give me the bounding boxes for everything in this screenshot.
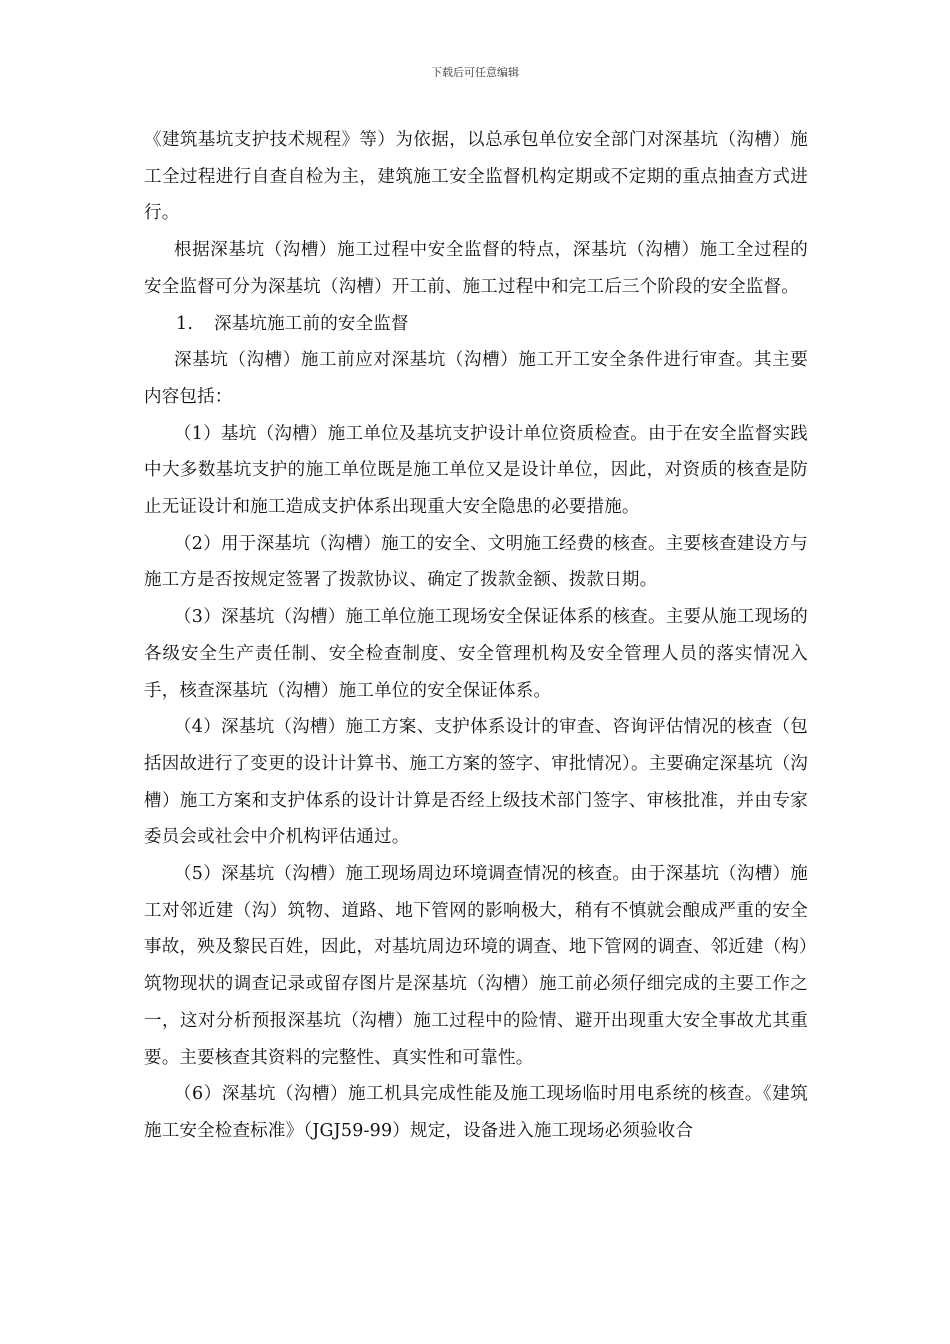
section-heading bbox=[144, 306, 808, 343]
section-number: 1. bbox=[176, 313, 194, 334]
paragraph-continuation: 《建筑基坑支护技术规程》等）为依据，以总承包单位安全部门对深基坑（沟槽）施工全过程进行自查自检为主，建筑施工安全监督机构定期或不定期的重点抽查方式进行。 bbox=[144, 130, 808, 224]
paragraph-item-1: （1）基坑（沟槽）施工单位及基坑支护设计单位资质检查。由于在安全监督实践中大多数基坑支护的施工单位既是施工单位又是设计单位，因此，对资质的核查是防止无证设计和施工造成支护体系出现重大安全隐患的必要措施。 bbox=[144, 423, 808, 518]
section-title: 深基坑施工前的安全监督 bbox=[214, 313, 409, 334]
paragraph-supervision-stages: 根据深基坑（沟槽）施工过程中安全监督的特点，深基坑（沟槽）施工全过程的安全监督可分为深基坑（沟槽）开工前、施工过程中和完工后三个阶段的安全监督。 bbox=[144, 240, 808, 297]
paragraph-item-6: （6）深基坑（沟槽）施工机具完成性能及施工现场临时用电系统的核查。《建筑施工安全检查标准》（JGJ59-99）规定，设备进入施工现场必须验收合 bbox=[144, 1084, 808, 1141]
paragraph-item-5: （5）深基坑（沟槽）施工现场周边环境调查情况的核查。由于深基坑（沟槽）施工对邻近建（沟）筑物、道路、地下管网的影响极大，稍有不慎就会酿成严重的安全事故，殃及黎民百姓，因此，对基坑周边环境的调查、地下管网的调查、邻近建（构）筑物现状的调查记录或留存图片是深基坑（沟槽）施工前必须仔细完成的主要工作之一，这对分析预报深基坑（沟槽）施工过程中的险情、避开出现重大安全事故尤其重要。主要核查其资料的完整性、真实性和可靠性。 bbox=[144, 864, 808, 1068]
paragraph-item-3: （3）深基坑（沟槽）施工单位施工现场安全保证体系的核查。主要从施工现场的各级安全生产责任制、安全检查制度、安全管理机构及安全管理人员的落实情况入手，核查深基坑（沟槽）施工单位的安全保证体系。 bbox=[144, 607, 808, 701]
paragraph-item-4: （4）深基坑（沟槽）施工方案、支护体系设计的审查、咨询评估情况的核查（包括因故进行了变更的设计计算书、施工方案的签字、审批情况）。主要确定深基坑（沟槽）施工方案和支护体系的设计计算是否经上级技术部门签字、审核批准，并由专家委员会或社会中介机构评估通过。 bbox=[144, 717, 808, 848]
paragraph-intro: 深基坑（沟槽）施工前应对深基坑（沟槽）施工开工安全条件进行审查。其主要内容包括： bbox=[144, 350, 808, 407]
paragraph-item-2: （2）用于深基坑（沟槽）施工的安全、文明施工经费的核查。主要核查建设方与施工方是否按规定签署了拨款协议、确定了拨款金额、拨款日期。 bbox=[144, 533, 808, 591]
page-header: 下载后可任意编辑 bbox=[431, 66, 519, 79]
document-body bbox=[144, 122, 808, 1150]
